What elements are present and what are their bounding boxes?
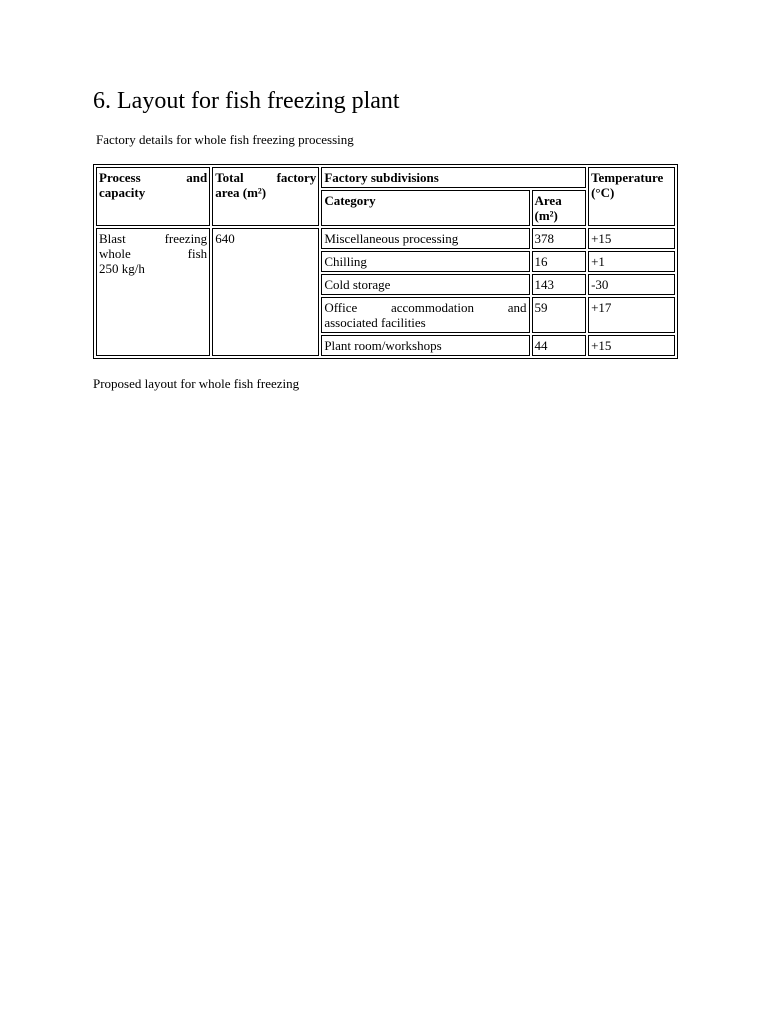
cell-temperature: +1 xyxy=(588,251,675,272)
cell-area: 44 xyxy=(532,335,587,356)
cell-area: 143 xyxy=(532,274,587,295)
page-title: 6. Layout for fish freezing plant xyxy=(93,88,400,114)
cell-category: Miscellaneous processing xyxy=(321,228,529,249)
table-header-row xyxy=(96,167,675,188)
header-total-area-line2: area (m²) xyxy=(215,185,267,200)
cell-temperature: -30 xyxy=(588,274,675,295)
category-line1: Office accommodation and xyxy=(324,300,527,315)
cell-category: Chilling xyxy=(321,251,529,272)
cell-temperature: +15 xyxy=(588,228,675,249)
process-line1: Blast freezing xyxy=(99,231,208,246)
cell-area: 59 xyxy=(532,297,587,333)
header-area xyxy=(532,190,587,226)
header-category: Category xyxy=(321,190,529,226)
header-process-line2: capacity xyxy=(99,185,146,200)
cell-process-capacity xyxy=(96,228,210,356)
table-row xyxy=(96,228,675,249)
header-process-line1: Process and xyxy=(99,170,208,185)
header-area-line2: (m²) xyxy=(534,208,558,223)
header-temperature-line1: Temperature xyxy=(591,170,664,185)
cell-temperature: +15 xyxy=(588,335,675,356)
category-line2: associated facilities xyxy=(324,315,426,330)
cell-temperature: +17 xyxy=(588,297,675,333)
header-factory-subdivisions: Factory subdivisions xyxy=(321,167,586,188)
cell-category: Cold storage xyxy=(321,274,529,295)
header-temperature-line2: (°C) xyxy=(591,185,615,200)
document-page xyxy=(93,84,678,392)
header-temperature xyxy=(588,167,675,226)
cell-area: 16 xyxy=(532,251,587,272)
cell-category xyxy=(321,297,529,333)
header-process-capacity xyxy=(96,167,210,226)
cell-area: 378 xyxy=(532,228,587,249)
layout-note: Proposed layout for whole fish freezing xyxy=(93,376,300,391)
factory-details-table xyxy=(93,164,678,359)
cell-total-area: 640 xyxy=(212,228,319,356)
process-line2: whole fish xyxy=(99,246,208,261)
table-caption: Factory details for whole fish freezing processing xyxy=(96,132,354,147)
header-total-area-line1: Total factory xyxy=(215,170,317,185)
header-area-line1: Area xyxy=(534,193,562,208)
process-line3: 250 kg/h xyxy=(99,261,145,276)
cell-category: Plant room/workshops xyxy=(321,335,529,356)
header-total-area xyxy=(212,167,319,226)
